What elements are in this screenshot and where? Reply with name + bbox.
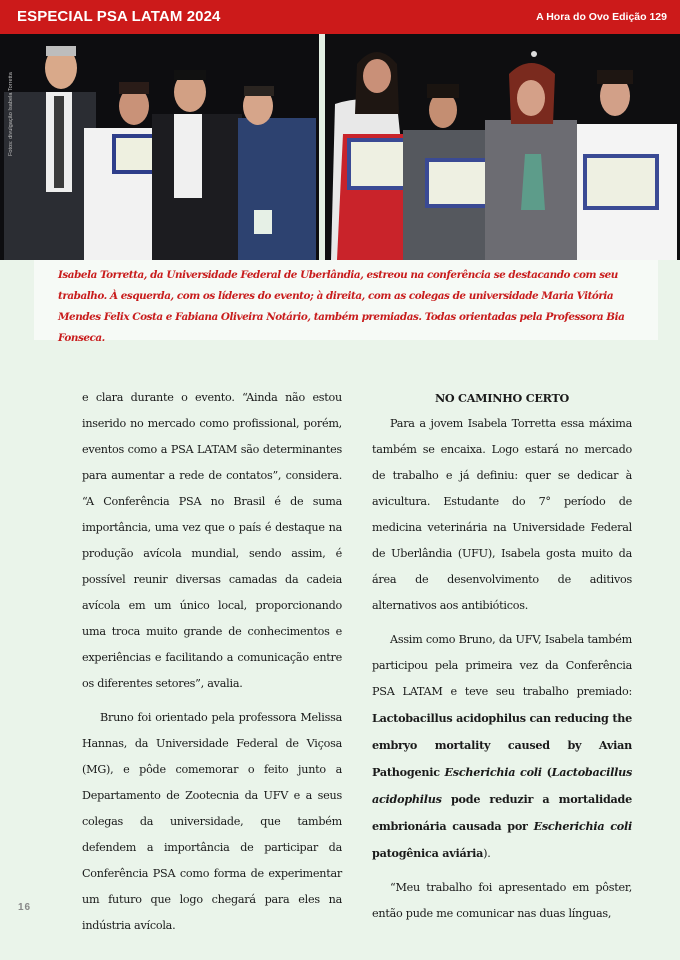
p2-end: ). bbox=[483, 847, 491, 860]
right-paragraph-3: “Meu trabalho foi apresentado em pôster, então pude me comunicar nas duas línguas, bbox=[372, 881, 632, 920]
section-header-bar bbox=[0, 0, 680, 34]
photo-right bbox=[325, 34, 680, 260]
publication-edition: A Hora do Ovo Edição 129 bbox=[536, 11, 667, 23]
award-title-part: ( bbox=[541, 765, 552, 779]
species-name: Escherichia coli bbox=[444, 765, 542, 779]
award-title-part: patogênica aviária bbox=[372, 846, 484, 860]
photo-credit bbox=[6, 52, 16, 162]
award-title-part: Lactobacillus acidophilus can reducing the embryo mortality caused by Avian Pathogenic bbox=[372, 711, 632, 779]
photo-caption: Isabela Torretta, da Universidade Federal de Uberlândia, estreou na conferência se destacando com seu trabalho. À esquerda, com os líderes do evento; à direita, com as colegas de universidade Maria Vitória Mendes Felix Costa e Fabiana Oliveira Notário, também premiadas. Todas orientadas pela Professora Bia Fonseca. bbox=[58, 269, 625, 344]
section-heading: NO CAMINHO CERTO bbox=[434, 391, 570, 405]
species-name: Escherichia coli bbox=[533, 819, 632, 833]
species-name: Lactobacillus acidophilus bbox=[372, 765, 632, 806]
right-paragraph-1: Para a jovem Isabela Torretta essa máxima também se encaixa. Logo estará no mercado de trabalho e já definiu: quer se dedicar à avicultura. Estudante do 7° período de medicina veterinária na Universidade Federal de Uberlândia (UFU), Isabela gosta muito da área de desenvolvimento de aditivos alternativos aos antibióticos. bbox=[372, 417, 632, 612]
page-number: 16 bbox=[18, 902, 32, 913]
right-column bbox=[372, 385, 632, 927]
section-title: ESPECIAL PSA LATAM 2024 bbox=[17, 8, 221, 25]
photo-left bbox=[0, 34, 319, 260]
p2-intro: Assim como Bruno, da UFV, Isabela também participou pela primeira vez da Conferência PSA LATAM e teve seu trabalho premiado: bbox=[372, 633, 632, 698]
right-paragraph-2 bbox=[372, 627, 632, 867]
photo-left-illustration bbox=[0, 34, 319, 260]
left-column bbox=[82, 385, 342, 939]
photo-right-illustration bbox=[325, 34, 680, 260]
photo-credit-text: Fotos: divulgação Isabela Torretta bbox=[8, 72, 14, 156]
award-title-part: pode reduzir a mortalidade embrionária causada por bbox=[372, 792, 632, 833]
left-paragraph-1: e clara durante o evento. “Ainda não estou inserido no mercado como profissional, porém, eventos como a PSA LATAM são determinantes para aumentar a rede de contatos”, considera. “A Conferência PSA no Brasil é de suma importância, uma vez que o país é destaque na produção avícola mundial, sendo assim, é possível reunir diversas camadas da cadeia avícola em um único local, proporcionando uma troca muito grande de conhecimentos e experiências e facilitando a comunicação entre os diferentes setores”, avalia. bbox=[82, 391, 342, 690]
left-paragraph-2: Bruno foi orientado pela professora Melissa Hannas, da Universidade Federal de Viçosa (MG), e pôde comemorar o feito junto a Departamento de Zootecnia da UFV e a seus colegas da universidade, que também defendem a importância de participar da Conferência PSA como forma de experimentar um futuro que logo chegará para eles na indústria avícola. bbox=[82, 711, 342, 932]
